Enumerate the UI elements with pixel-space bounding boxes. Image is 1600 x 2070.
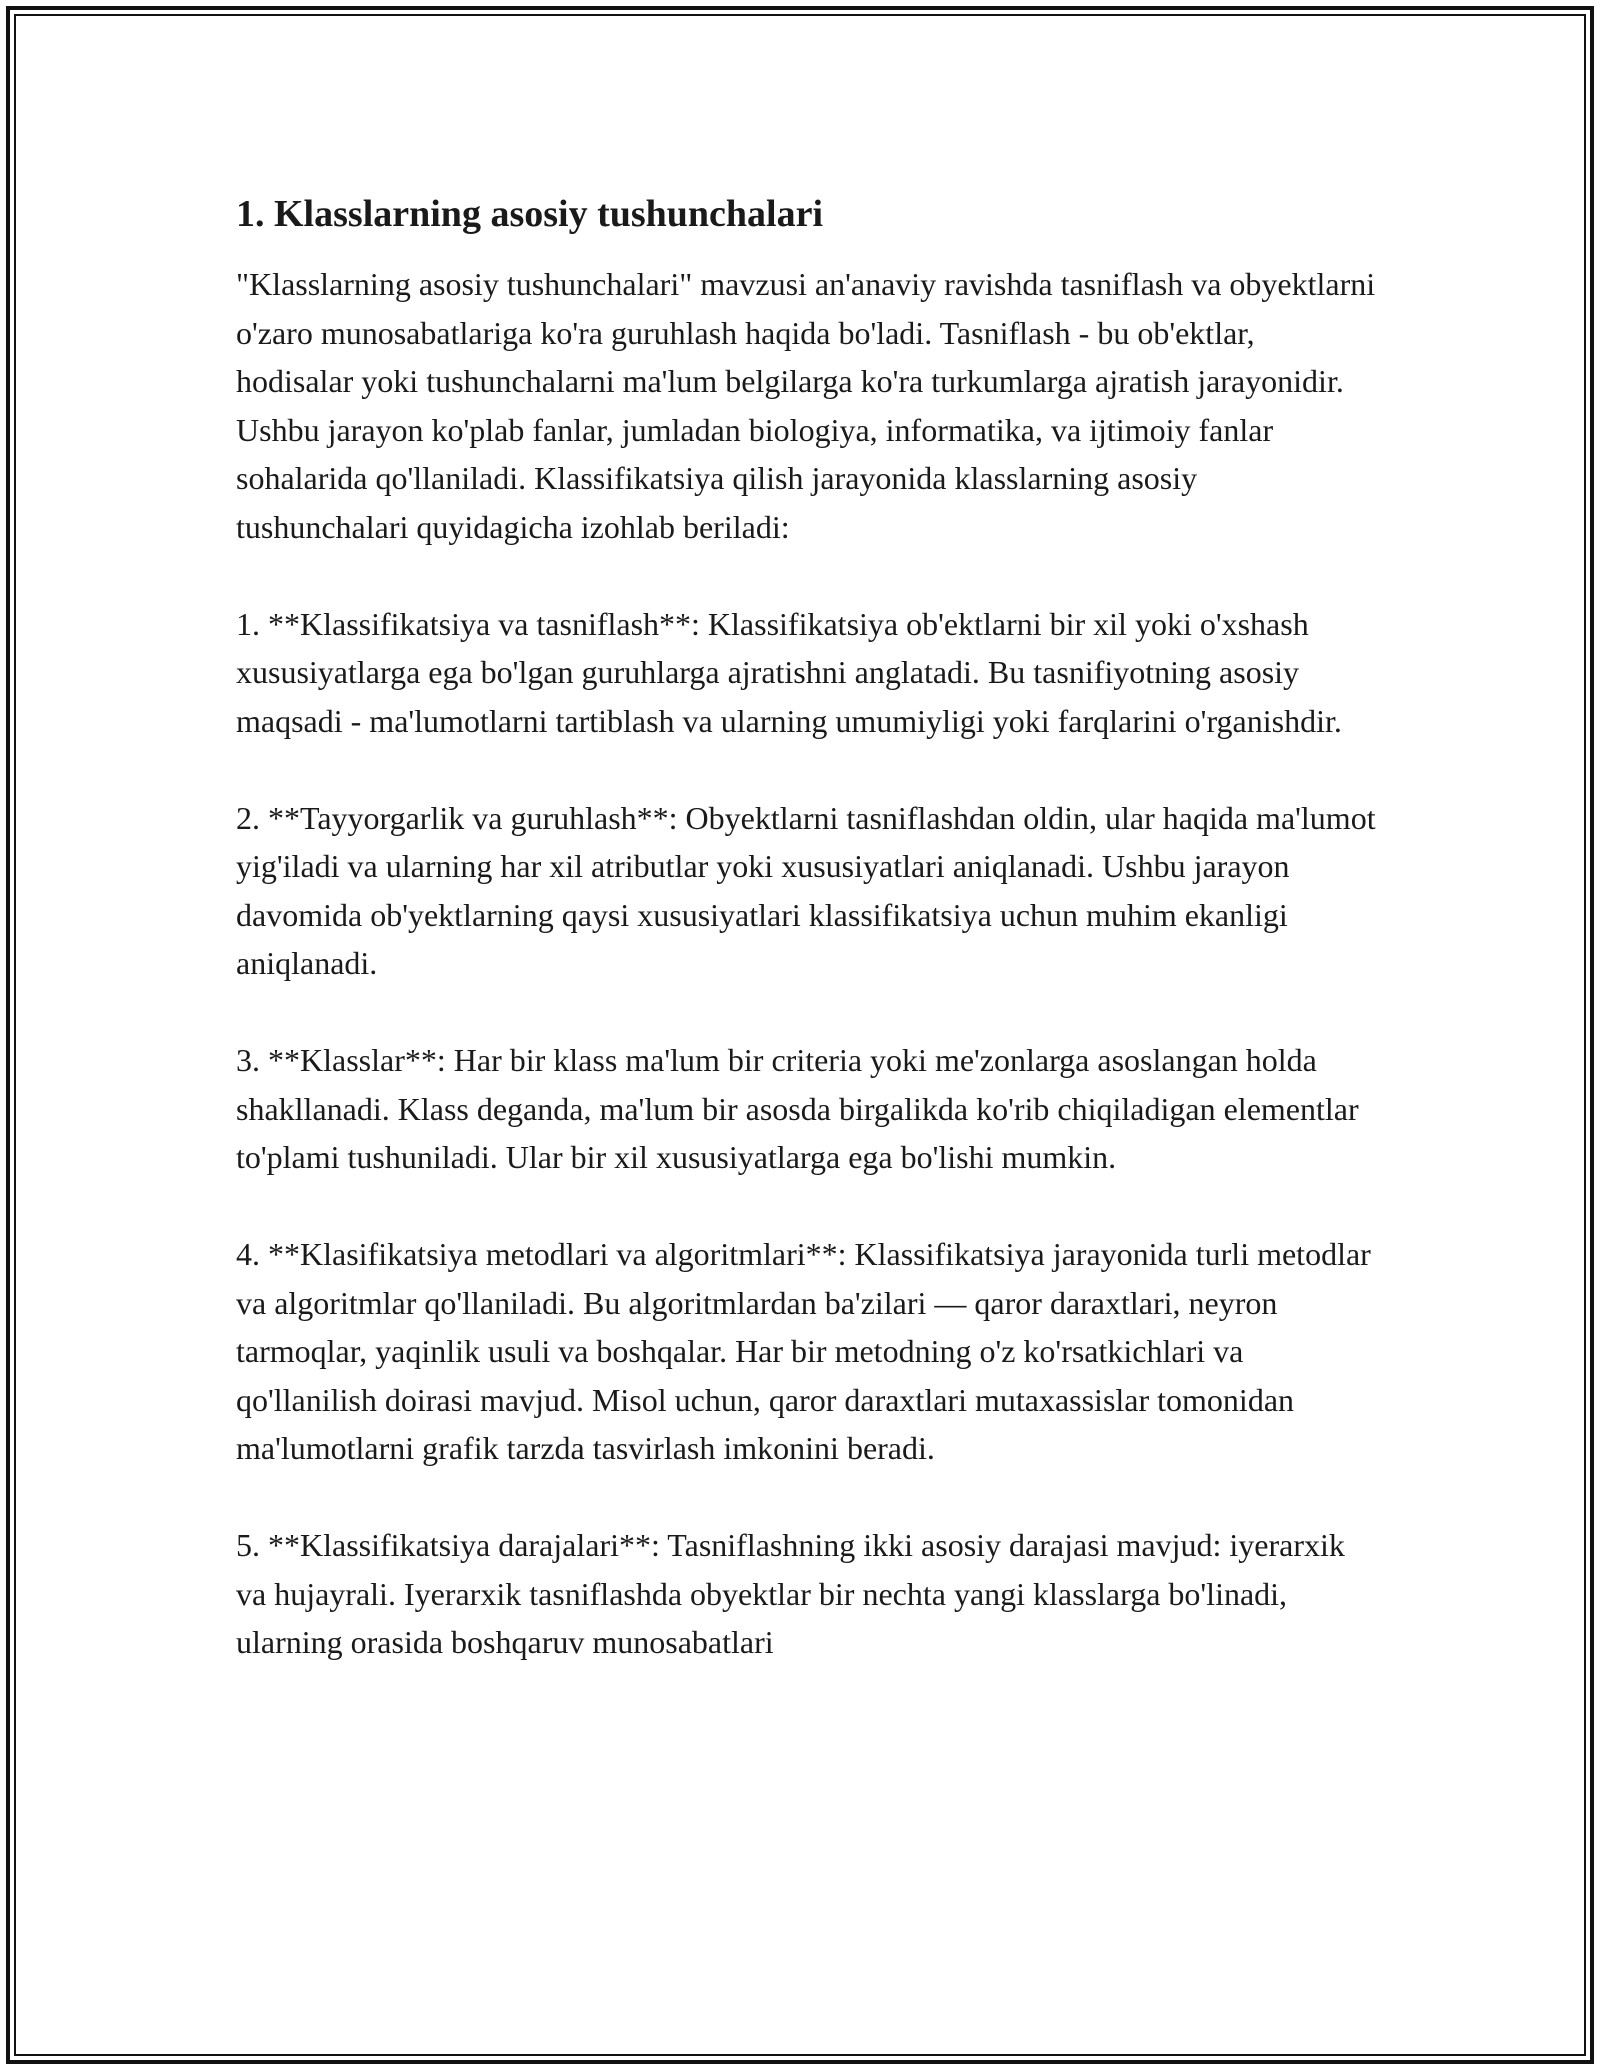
list-item-4: 4. **Klasifikatsiya metodlari va algoritmlari**: Klassifikatsiya jarayonida turli metodlar va algoritmlar qo'llaniladi. Bu algoritmlardan ba'zilari — qaror daraxtlari, neyron tarmoqlar, yaqinlik usuli va boshqalar. Har bir metodning o'z ko'rsatkichlari va qo'llanilish doirasi mavjud. Misol uchun, qaror daraxtlari mutaxassislar tomonidan ma'lumotlarni grafik tarzda tasvirlash imkonini beradi. [236,1236,1371,1466]
intro-paragraph: "Klasslarning asosiy tushunchalari" mavzusi an'anaviy ravishda tasniflash va obyektlarni o'zaro munosabatlariga ko'ra guruhlash haqida bo'ladi. Tasniflash - bu ob'ektlar, hodisalar yoki tushunchalarni ma'lum belgilarga ko'ra turkumlarga ajratish jarayonidir. Ushbu jarayon ko'plab fanlar, jumladan biologiya, informatika, va ijtimoiy fanlar sohalarida qo'llaniladi. Klassifikatsiya qilish jarayonida klasslarning asosiy tushunchalari quyidagicha izohlab beriladi: [236,266,1376,545]
list-item-3: 3. **Klasslar**: Har bir klass ma'lum bir criteria yoki me'zonlarga asoslangan holda shakllanadi. Klass deganda, ma'lum bir asosda birgalikda ko'rib chiqiladigan elementlar to'plami tushuniladi. Ular bir xil xususiyatlarga ega bo'lishi mumkin. [236,1042,1359,1175]
list-item-5: 5. **Klassifikatsiya darajalari**: Tasniflashning ikki asosiy darajasi mavjud: iyerarxik va hujayrali. Iyerarxik tasniflashda obyektlar bir nechta yangi klasslarga bo'linadi, ularning orasida boshqaruv munosabatlari [236,1527,1345,1660]
list-item-2: 2. **Tayyorgarlik va guruhlash**: Obyektlarni tasniflashdan oldin, ular haqida ma'lumot yig'iladi va ularning har xil atributlar yoki xususiyatlari aniqlanadi. Ushbu jarayon davomida ob'yektlarning qaysi xususiyatlari klassifikatsiya uchun muhim ekanligi aniqlanadi. [236,799,1376,981]
section-heading: 1. Klasslarning asosiy tushunchalari [236,193,824,235]
document-body [236,190,1376,1667]
list-item-1: 1. **Klassifikatsiya va tasniflash**: Klassifikatsiya ob'ektlarni bir xil yoki o'xshash xususiyatlarga ega bo'lgan guruhlarga ajratishni anglatadi. Bu tasnifiyotning asosiy maqsadi - ma'lumotlarni tartiblash va ularning umumiyligi yoki farqlarini o'rganishdir. [236,605,1342,739]
